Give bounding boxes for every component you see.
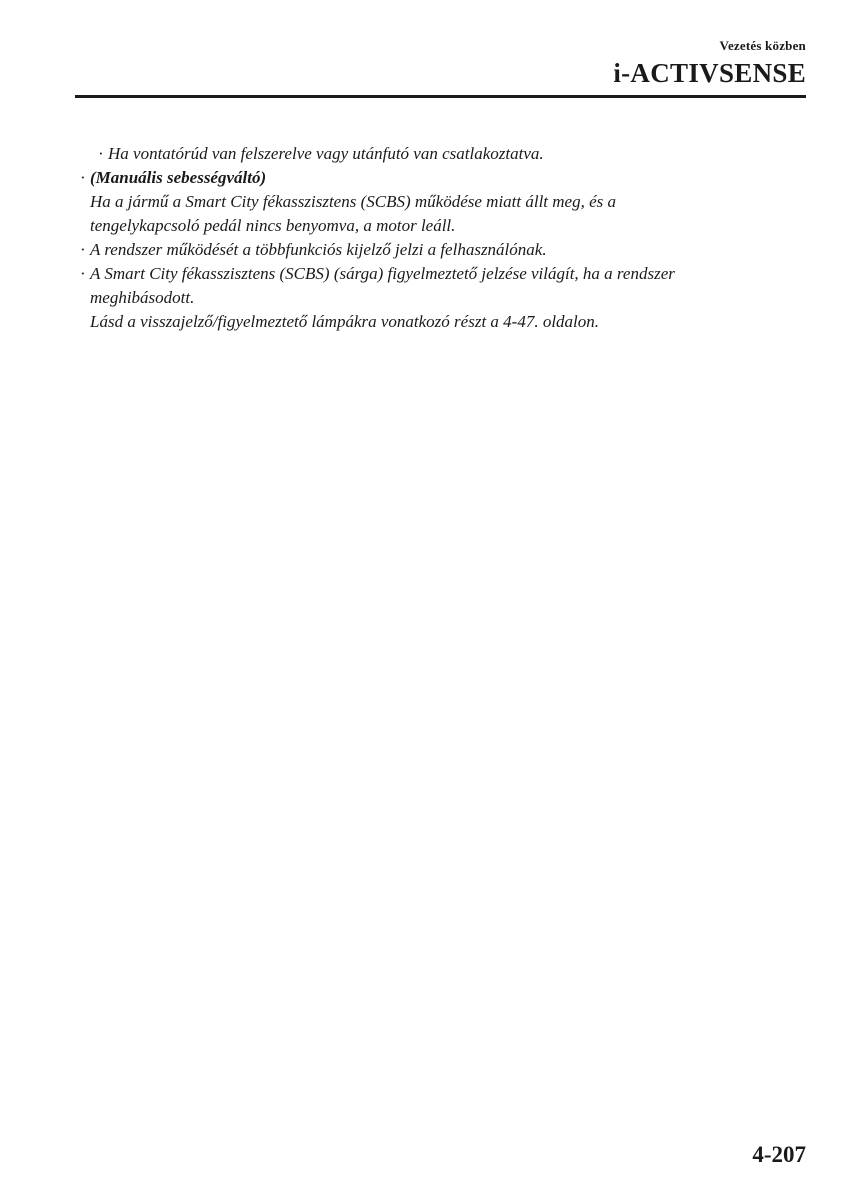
page-number: 4-207 xyxy=(752,1142,806,1167)
manual-text-line: Ha a jármű a Smart City fékasszisztens (SCBS) működése miatt állt meg, és a xyxy=(90,192,617,211)
bullet-dot-icon: · xyxy=(80,168,86,187)
display-bullet-text: A rendszer működését a többfunkciós kijelző jelzi a felhasználónak. xyxy=(90,240,547,259)
sub-bullet-text: Ha vontatórúd van felszerelve vagy utánfutó van csatlakoztatva. xyxy=(108,144,544,163)
bullet-dot-icon: · xyxy=(80,264,86,283)
header-rule xyxy=(75,95,806,98)
manual-transmission-heading: (Manuális sebességváltó) xyxy=(90,168,267,187)
section-title: i-ACTIVSENSE xyxy=(613,58,806,88)
reference-text-line: Lásd a visszajelző/figyelmeztető lámpákra vonatkozó részt a 4-47. oldalon. xyxy=(90,312,600,331)
section-name: Vezetés közben xyxy=(719,38,806,53)
display-bullet-item xyxy=(80,238,780,262)
page-header xyxy=(75,38,806,98)
warning-text-line: meghibásodott. xyxy=(90,288,195,307)
bullet-dot-icon: · xyxy=(80,240,86,259)
sub-bullet-item xyxy=(80,142,780,166)
warning-bullet-item xyxy=(80,262,780,286)
bullet-dot-icon: · xyxy=(98,144,104,163)
warning-text-line: A Smart City fékasszisztens (SCBS) (sárga) figyelmeztető jelzése világít, ha a rendszer xyxy=(90,264,675,283)
manual-heading-item xyxy=(80,166,780,190)
manual-text-line: tengelykapcsoló pedál nincs benyomva, a motor leáll. xyxy=(90,216,456,235)
body-text xyxy=(80,142,780,334)
